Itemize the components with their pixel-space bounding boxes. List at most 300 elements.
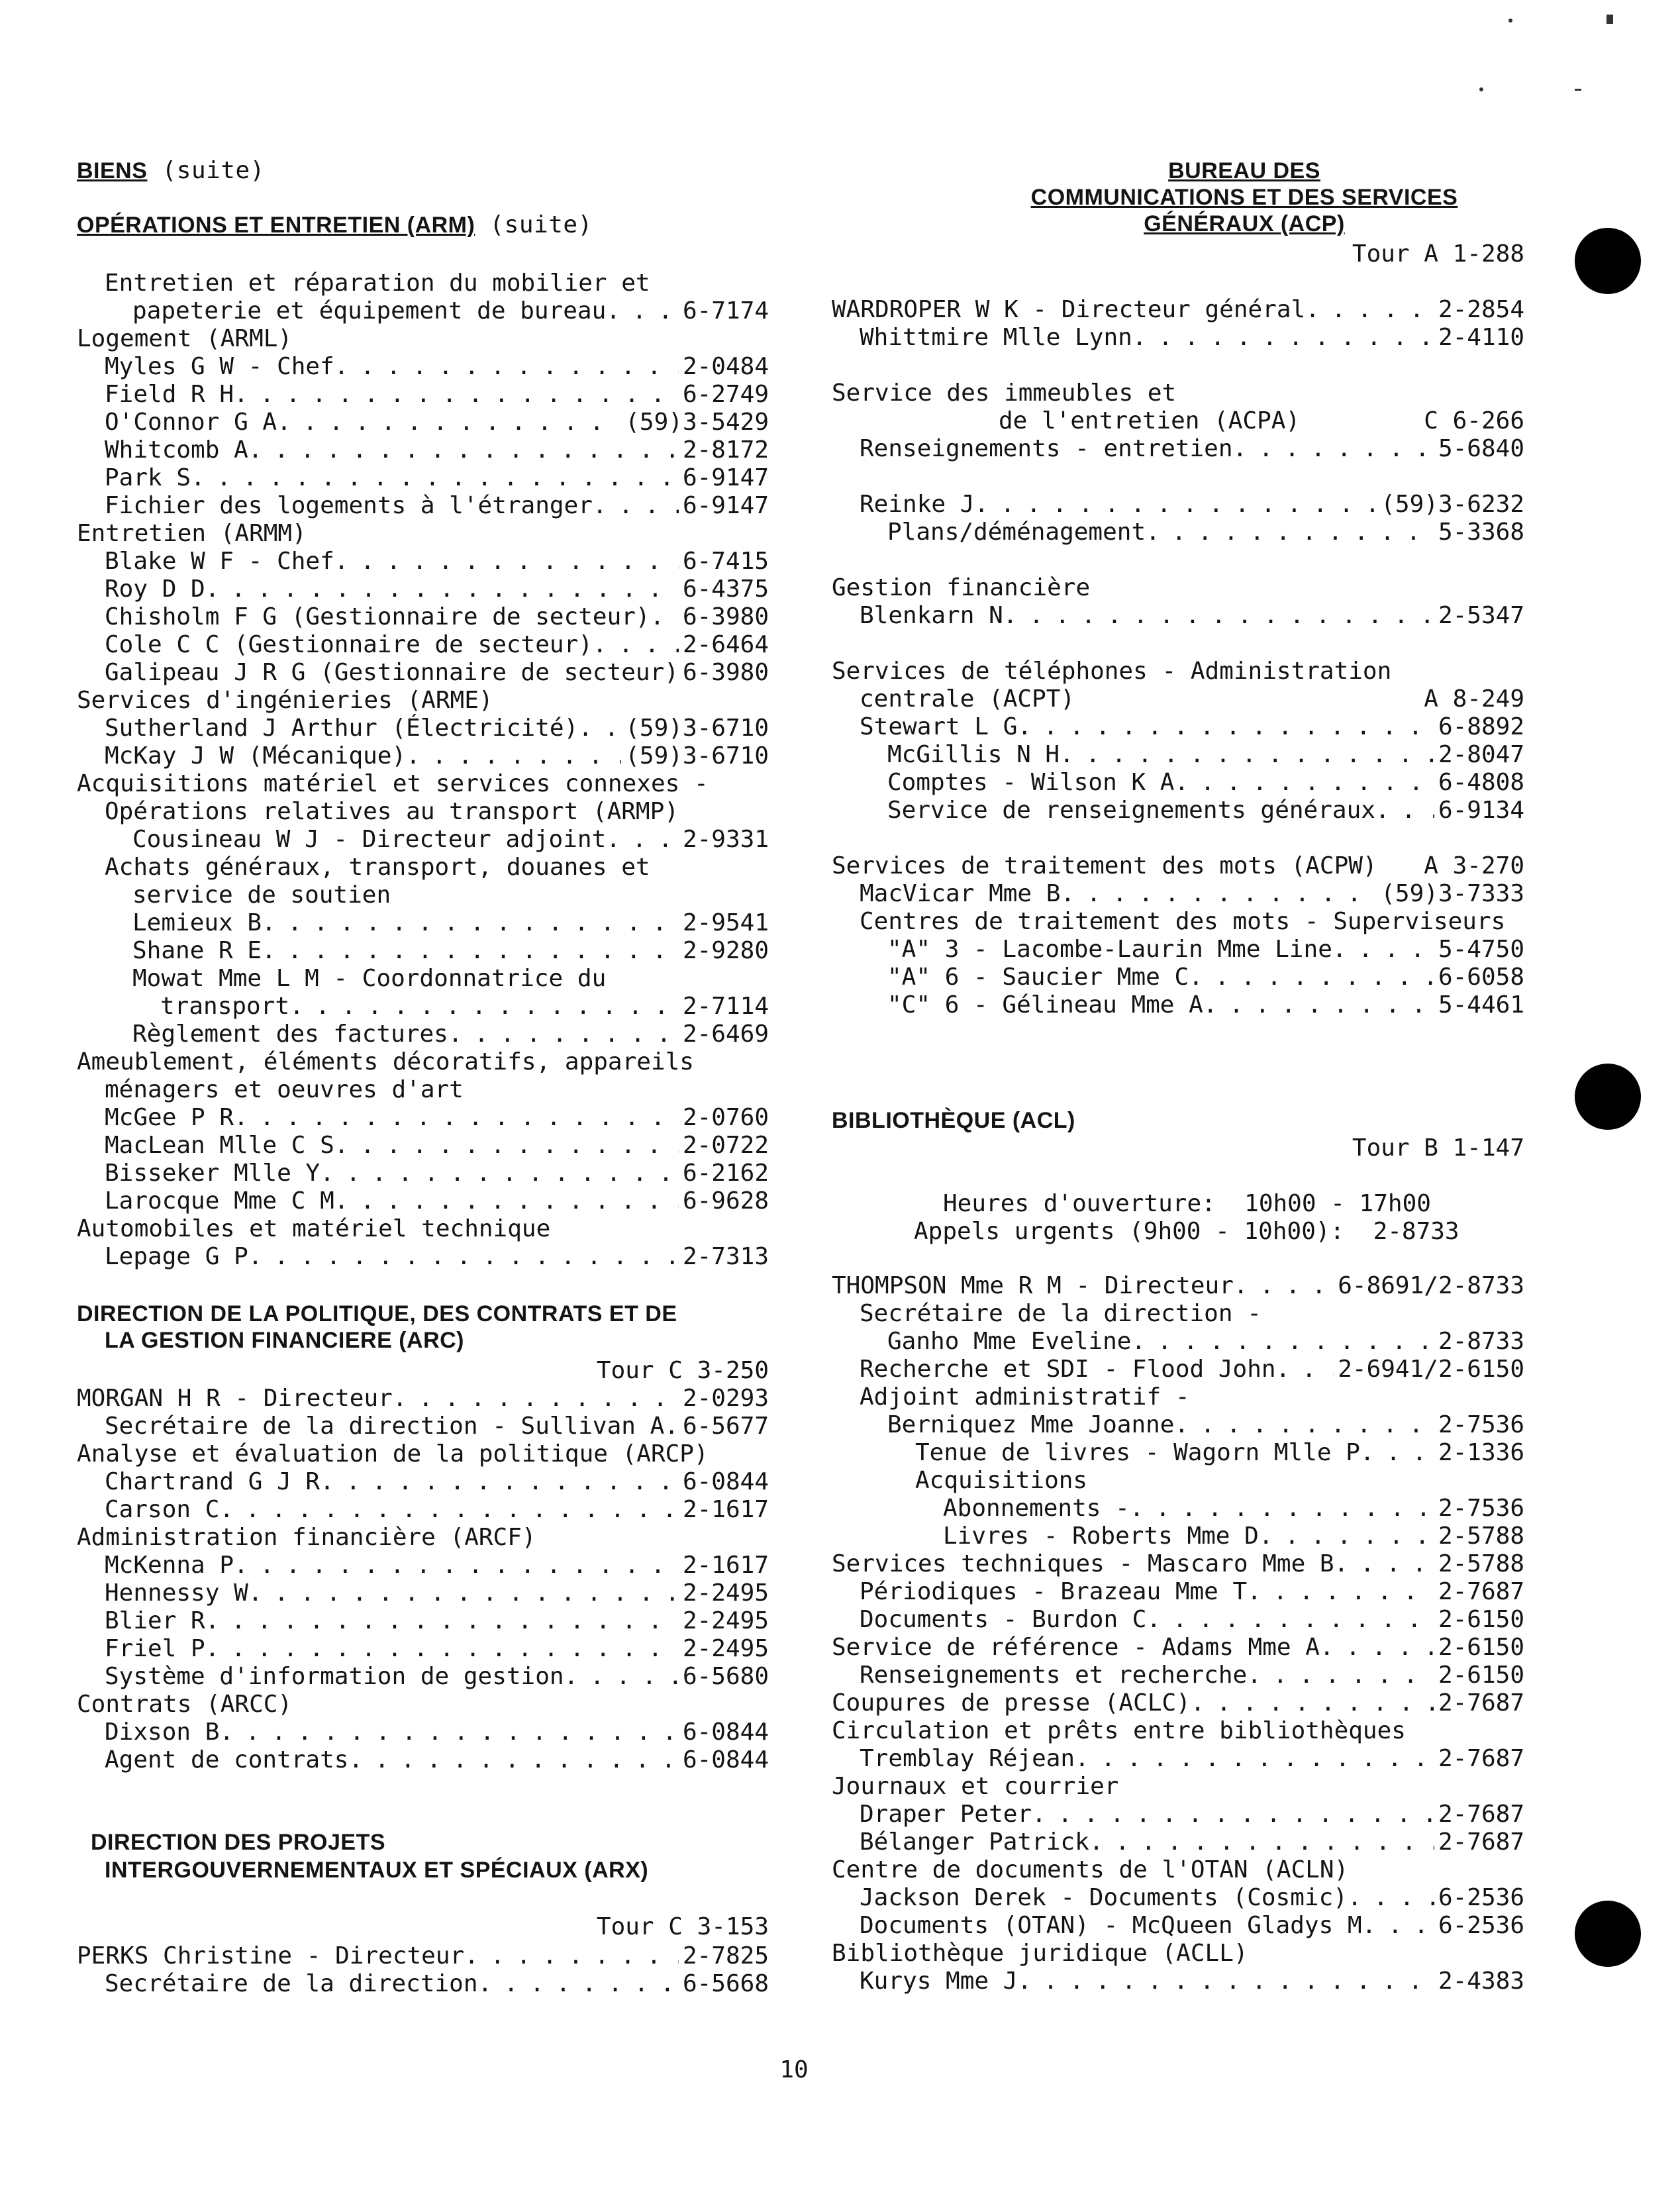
directory-entry xyxy=(77,1468,769,1497)
office-location: Tour C 3-250 xyxy=(596,1357,769,1384)
entry-name: Whittmire Mlle Lynn xyxy=(860,324,1132,351)
entry-phone: 2-0722 xyxy=(682,1132,769,1159)
directory-entry xyxy=(77,630,769,660)
entry-phone: 2-1617 xyxy=(682,1496,769,1523)
entry-name: Comptes - Wilson K A xyxy=(887,769,1175,796)
section-heading: DIRECTION DES PROJETS xyxy=(91,1830,386,1855)
dot-leader xyxy=(1203,991,1434,1020)
entry-name: Documents - Burdon C xyxy=(860,1606,1147,1633)
entry-name: "A" 3 - Lacombe-Laurin Mme Line xyxy=(887,936,1332,963)
entry-name: Documents (OTAN) - McQueen Gladys M xyxy=(860,1912,1362,1939)
heading-title: OPÉRATIONS ET ENTRETIEN (ARM) xyxy=(77,213,475,238)
entry-name: MacLean Mlle C S xyxy=(105,1132,334,1159)
directory-entry xyxy=(832,1661,1524,1690)
entry-phone: 6-2162 xyxy=(682,1160,769,1187)
directory-entry xyxy=(832,1633,1524,1662)
directory-entry xyxy=(832,1438,1524,1468)
entry-phone: (59)3-5429 xyxy=(625,409,769,436)
directory-entry xyxy=(832,1577,1524,1607)
directory-entry xyxy=(832,713,1524,742)
entry-name: de l'entretien (ACPA) xyxy=(999,407,1301,434)
directory-entry xyxy=(832,1272,1524,1301)
entry-name: Chartrand G J R xyxy=(105,1468,321,1495)
dot-leader xyxy=(1032,1800,1434,1829)
entry-label: Administration financière (ARCF) xyxy=(77,1524,536,1551)
heading-suffix: (suite) xyxy=(475,211,593,238)
entry-name: Fichier des logements à l'étranger xyxy=(105,492,593,519)
entry-name: Bélanger Patrick xyxy=(860,1828,1089,1856)
dot-leader xyxy=(664,1412,679,1441)
entry-phone: 2-8047 xyxy=(1438,741,1524,768)
entry-phone: 2-6150 xyxy=(1438,1662,1524,1689)
entry-phone: 6-3980 xyxy=(682,659,769,686)
entry-phone: 5-4750 xyxy=(1438,936,1524,963)
directory-entry xyxy=(832,1883,1524,1913)
entry-label: Automobiles et matériel technique xyxy=(77,1215,551,1242)
dot-leader xyxy=(393,1384,679,1413)
entry-phone: 2-4383 xyxy=(1438,1968,1524,1995)
directory-entry xyxy=(832,434,1524,464)
entry-name: Ganho Mme Eveline xyxy=(887,1328,1132,1355)
dot-leader xyxy=(1017,713,1434,742)
entry-label: Services de téléphones - Administration xyxy=(832,658,1392,685)
dot-leader xyxy=(334,1131,679,1160)
entry-name: Hennessy W xyxy=(105,1579,248,1607)
entry-name: WARDROPER W K - Directeur général xyxy=(832,296,1306,323)
entry-name: Services techniques - Mascaro Mme B xyxy=(832,1550,1334,1577)
office-location: Tour B 1-147 xyxy=(1352,1134,1524,1162)
directory-entry xyxy=(77,408,769,437)
entry-label: service de soutien xyxy=(132,881,391,909)
entry-label: Bibliothèque juridique (ACLL) xyxy=(832,1940,1248,1967)
entry-name: Recherche et SDI - Flood John xyxy=(860,1356,1276,1383)
entry-phone: 2-7536 xyxy=(1438,1495,1524,1522)
heading-title: BIENS xyxy=(77,158,148,183)
directory-entry xyxy=(832,1744,1524,1773)
dot-leader xyxy=(406,742,621,771)
dot-leader xyxy=(1130,1494,1434,1523)
entry-phone: (59)3-6232 xyxy=(1381,491,1524,518)
dot-leader xyxy=(219,1718,679,1747)
section-heading: INTERGOUVERNEMENTAUX ET SPÉCIAUX (ARX) xyxy=(105,1858,649,1883)
entry-name: Friel P xyxy=(105,1635,205,1662)
dot-leader xyxy=(1060,879,1377,909)
entry-phone: (59)3-6710 xyxy=(625,715,769,742)
entry-name: PERKS Christine - Directeur xyxy=(77,1942,465,1970)
directory-entry xyxy=(77,825,769,854)
dot-leader xyxy=(262,936,679,966)
directory-entry xyxy=(832,490,1524,519)
directory-entry xyxy=(832,768,1524,797)
entry-label: Contrats (ARCC) xyxy=(77,1691,293,1718)
dot-leader xyxy=(334,547,679,576)
dot-leader xyxy=(1060,740,1434,770)
entry-name: papeterie et équipement de bureau xyxy=(132,297,607,324)
directory-entry xyxy=(77,1551,769,1580)
entry-phone: 2-8172 xyxy=(682,436,769,464)
dot-leader xyxy=(1174,768,1434,797)
entry-name: Règlement des factures xyxy=(132,1021,448,1048)
dot-leader xyxy=(1320,1633,1434,1662)
directory-entry xyxy=(832,1522,1524,1551)
entry-name: Reinke J xyxy=(860,491,975,518)
directory-entry xyxy=(77,1662,769,1691)
entry-phone: 2-6150 xyxy=(1438,1634,1524,1661)
dot-leader xyxy=(1191,1689,1434,1718)
section-heading xyxy=(77,156,769,185)
entry-phone: 2-2495 xyxy=(682,1579,769,1607)
dot-leader xyxy=(262,909,679,938)
dot-leader xyxy=(1131,1327,1434,1356)
entry-phone: 6-9134 xyxy=(1438,797,1524,824)
dot-leader xyxy=(205,575,679,604)
section-heading: LA GESTION FINANCIERE (ARC) xyxy=(105,1328,465,1353)
entry-label: Mowat Mme L M - Coordonnatrice du xyxy=(132,965,607,992)
dot-leader xyxy=(205,1634,679,1664)
dot-leader xyxy=(1332,935,1434,964)
entry-name: Service de référence - Adams Mme A xyxy=(832,1634,1320,1661)
entry-label: Analyse et évaluation de la politique (ARCP) xyxy=(77,1440,709,1468)
entry-name: Blenkarn N xyxy=(860,602,1003,629)
entry-phone: 2-9331 xyxy=(682,826,769,853)
dot-leader xyxy=(277,408,621,437)
entry-phone: 2-0293 xyxy=(682,1385,769,1412)
heading-title: COMMUNICATIONS ET DES SERVICES xyxy=(1030,185,1458,210)
entry-phone: 6-2536 xyxy=(1438,1884,1524,1911)
dot-leader xyxy=(1348,1883,1434,1913)
dot-leader xyxy=(1189,963,1434,992)
dot-leader xyxy=(1075,1744,1434,1773)
dot-leader xyxy=(1146,1605,1434,1634)
entry-label: Circulation et prêts entre bibliothèques xyxy=(832,1717,1406,1744)
entry-phone: 2-6464 xyxy=(682,631,769,658)
entry-name: "C" 6 - Gélineau Mme A xyxy=(887,991,1203,1019)
dot-leader xyxy=(248,436,679,465)
entry-name: Dixson B xyxy=(105,1719,220,1746)
directory-entry xyxy=(832,1494,1524,1523)
directory-entry xyxy=(77,742,769,771)
entry-name: Abonnements - xyxy=(943,1495,1130,1522)
entry-phone: 2-2495 xyxy=(682,1607,769,1634)
entry-name: centrale (ACPT) xyxy=(860,685,1075,713)
directory-entry xyxy=(832,1327,1524,1356)
dot-leader xyxy=(1247,1661,1434,1690)
section-heading xyxy=(964,156,1524,185)
entry-label: Services d'ingénieries (ARME) xyxy=(77,687,493,714)
section-heading xyxy=(964,183,1524,212)
entry-name: Lemieux B xyxy=(132,909,262,936)
section-heading xyxy=(77,211,769,240)
entry-name: Galipeau J R G (Gestionnaire de secteur) xyxy=(105,659,679,686)
entry-phone: 6-9628 xyxy=(682,1187,769,1215)
directory-entry xyxy=(832,935,1524,964)
entry-name: Chisholm F G (Gestionnaire de secteur) xyxy=(105,603,650,630)
entry-name: Roy D D xyxy=(105,575,205,603)
directory-entry xyxy=(77,380,769,409)
entry-name: Park S xyxy=(105,464,191,491)
directory-entry xyxy=(77,491,769,521)
entry-phone: 6-9147 xyxy=(682,492,769,519)
directory-entry xyxy=(832,407,1524,436)
entry-phone: 6-8691/2-8733 xyxy=(1338,1272,1524,1299)
dot-leader xyxy=(219,1495,679,1524)
dot-leader xyxy=(320,1159,679,1188)
dot-leader xyxy=(564,1662,679,1691)
entry-label: Centres de traitement des mots - Superviseurs xyxy=(860,908,1506,935)
directory-entry xyxy=(77,714,769,743)
dot-leader xyxy=(1234,1272,1334,1301)
directory-entry xyxy=(77,1242,769,1272)
entry-name: Berniquez Mme Joanne xyxy=(887,1411,1175,1438)
entry-name: transport xyxy=(160,993,290,1020)
entry-name: Renseignements - entretien xyxy=(860,435,1233,462)
entry-name: Jackson Derek - Documents (Cosmic) xyxy=(860,1884,1348,1911)
directory-entry xyxy=(832,879,1524,909)
entry-name: "A" 6 - Saucier Mme C xyxy=(887,964,1189,991)
entry-phone: A 8-249 xyxy=(1424,685,1524,713)
entry-name: THOMPSON Mme R M - Directeur xyxy=(832,1272,1234,1299)
entry-name: Blier R xyxy=(105,1607,205,1634)
entry-name: Kurys Mme J xyxy=(860,1968,1018,1995)
entry-name: Cousineau W J - Directeur adjoint xyxy=(132,826,607,853)
entry-phone: 2-5788 xyxy=(1438,1522,1524,1550)
entry-name: Système d'information de gestion xyxy=(105,1663,564,1690)
entry-phone: 2-6469 xyxy=(682,1021,769,1048)
directory-entry xyxy=(832,1967,1524,1996)
directory-entry xyxy=(77,1970,769,1999)
directory-entry xyxy=(832,323,1524,352)
entry-label: Opérations relatives au transport (ARMP) xyxy=(105,798,679,825)
directory-entry xyxy=(77,1103,769,1132)
entry-name: Myles G W - Chef xyxy=(105,353,334,380)
entry-phone: 2-1336 xyxy=(1438,1439,1524,1466)
entry-name: Secrétaire de la direction - Sullivan A xyxy=(105,1413,665,1440)
dot-leader xyxy=(593,630,679,660)
entry-name: Lepage G P xyxy=(105,1243,248,1270)
entry-name: Larocque Mme C M xyxy=(105,1187,334,1215)
entry-phone: 2-0484 xyxy=(682,353,769,380)
dot-leader xyxy=(1017,1967,1434,1996)
entry-name: McGillis N H xyxy=(887,741,1060,768)
entry-phone: C 6-266 xyxy=(1424,407,1524,434)
directory-entry xyxy=(832,685,1524,714)
entry-phone: 2-7687 xyxy=(1438,1689,1524,1717)
dot-leader xyxy=(593,491,679,521)
entry-name: Agent de contrats xyxy=(105,1746,349,1773)
section-heading xyxy=(964,209,1524,238)
entry-phone: 2-8733 xyxy=(1438,1328,1524,1355)
entry-phone: 2-7687 xyxy=(1438,1801,1524,1828)
directory-entry xyxy=(77,1131,769,1160)
dot-leader xyxy=(1360,1438,1434,1468)
urgent-calls: Appels urgents (9h00 - 10h00): 2-8733 xyxy=(914,1218,1459,1245)
entry-name: Blake W F - Chef xyxy=(105,548,334,575)
dot-leader xyxy=(1089,1828,1434,1857)
entry-phone: 6-2536 xyxy=(1438,1912,1524,1939)
directory-entry xyxy=(77,1020,769,1049)
directory-entry xyxy=(832,1800,1524,1829)
entry-phone: 5-4461 xyxy=(1438,991,1524,1019)
entry-label: Entretien (ARMM) xyxy=(77,520,307,547)
entry-phone: 2-1617 xyxy=(682,1552,769,1579)
dot-leader xyxy=(348,1746,678,1775)
entry-label: Service des immeubles et xyxy=(832,379,1177,407)
entry-name: Bisseker Mlle Y xyxy=(105,1160,321,1187)
directory-entry xyxy=(77,547,769,576)
entry-name: McKenna P xyxy=(105,1552,234,1579)
directory-entry xyxy=(832,1355,1524,1384)
directory-entry xyxy=(832,295,1524,324)
entry-label: Achats généraux, transport, douanes et xyxy=(105,854,650,881)
dot-leader xyxy=(1276,1355,1334,1384)
dot-leader xyxy=(1375,796,1434,825)
entry-name: Secrétaire de la direction xyxy=(105,1970,478,1997)
entry-phone: 6-6058 xyxy=(1438,964,1524,991)
entry-label: Centre de documents de l'OTAN (ACLN) xyxy=(832,1856,1349,1883)
entry-phone: 6-4808 xyxy=(1438,769,1524,796)
directory-entry xyxy=(77,1412,769,1441)
directory-entry xyxy=(832,796,1524,825)
directory-entry xyxy=(832,1689,1524,1718)
binder-hole-middle xyxy=(1575,1064,1641,1130)
scan-speck xyxy=(1575,89,1581,91)
heading-suffix: (suite) xyxy=(147,157,265,184)
dot-leader xyxy=(578,714,621,743)
entry-phone: A 3-270 xyxy=(1424,852,1524,879)
entry-name: Stewart L G xyxy=(860,713,1018,740)
heading-title: GÉNÉRAUX (ACP) xyxy=(1144,211,1345,236)
dot-leader xyxy=(464,1942,679,1971)
directory-entry xyxy=(77,436,769,465)
dot-leader xyxy=(1132,323,1434,352)
entry-name: Field R H xyxy=(105,381,234,408)
directory-entry xyxy=(77,1607,769,1636)
dot-leader xyxy=(974,490,1377,519)
directory-entry xyxy=(832,740,1524,770)
office-location: Tour A 1-288 xyxy=(1352,240,1524,268)
entry-phone: 6-5677 xyxy=(682,1413,769,1440)
entry-label: Acquisitions matériel et services connexes - xyxy=(77,770,709,797)
entry-name: MORGAN H R - Directeur xyxy=(77,1385,393,1412)
entry-name: Services de traitement des mots (ACPW) xyxy=(832,852,1377,879)
entry-phone: 2-7687 xyxy=(1438,1745,1524,1772)
directory-entry xyxy=(77,992,769,1021)
entry-phone: 6-2749 xyxy=(682,381,769,408)
binder-hole-bottom xyxy=(1575,1901,1641,1967)
directory-entry xyxy=(77,658,769,687)
entry-phone: 6-7415 xyxy=(682,548,769,575)
dot-leader xyxy=(1233,434,1434,464)
scan-speck xyxy=(1606,15,1613,24)
directory-entry xyxy=(77,1384,769,1413)
dot-leader xyxy=(1003,601,1434,630)
directory-entry xyxy=(77,1579,769,1608)
entry-phone: (59)3-6710 xyxy=(625,742,769,770)
directory-entry xyxy=(77,603,769,632)
entry-name: McKay J W (Mécanique) xyxy=(105,742,407,770)
dot-leader xyxy=(191,464,679,493)
directory-entry xyxy=(77,909,769,938)
entry-label: Logement (ARML) xyxy=(77,325,293,352)
entry-name: Livres - Roberts Mme D xyxy=(943,1522,1259,1550)
entry-phone: 6-4375 xyxy=(682,575,769,603)
dot-leader xyxy=(334,1187,679,1216)
dot-leader xyxy=(650,603,679,632)
entry-name: Plans/déménagement xyxy=(887,519,1146,546)
entry-name: Tenue de livres - Wagorn Mlle P xyxy=(915,1439,1360,1466)
entry-phone: 2-6941/2-6150 xyxy=(1338,1356,1524,1383)
heading-title: BUREAU DES xyxy=(1168,158,1320,183)
page-number: 10 xyxy=(779,2056,809,2083)
entry-label: Secrétaire de la direction - xyxy=(860,1300,1261,1327)
dot-leader xyxy=(334,352,679,381)
directory-entry xyxy=(77,352,769,381)
entry-label: Ameublement, éléments décoratifs, appareils xyxy=(77,1048,694,1075)
entry-phone: 6-5680 xyxy=(682,1663,769,1690)
directory-entry xyxy=(77,936,769,966)
directory-entry xyxy=(77,1942,769,1971)
entry-phone: 2-7687 xyxy=(1438,1578,1524,1605)
entry-name: Carson C xyxy=(105,1496,220,1523)
entry-phone: 2-7536 xyxy=(1438,1411,1524,1438)
opening-hours: Heures d'ouverture: 10h00 - 17h00 xyxy=(943,1190,1431,1217)
directory-entry xyxy=(77,1187,769,1216)
entry-phone: 6-8892 xyxy=(1438,713,1524,740)
entry-label: Adjoint administratif - xyxy=(860,1383,1190,1411)
entry-phone: 2-7313 xyxy=(682,1243,769,1270)
directory-entry xyxy=(832,1911,1524,1940)
entry-name: Sutherland J Arthur (Électricité) xyxy=(105,715,579,742)
entry-label: Gestion financière xyxy=(832,574,1091,601)
entry-phone: 6-9147 xyxy=(682,464,769,491)
section-heading: BIBLIOTHÈQUE (ACL) xyxy=(832,1108,1075,1133)
entry-phone: 2-5788 xyxy=(1438,1550,1524,1577)
directory-entry xyxy=(832,1605,1524,1634)
entry-phone: 5-3368 xyxy=(1438,519,1524,546)
entry-name: McGee P R xyxy=(105,1104,234,1131)
directory-entry xyxy=(77,297,769,326)
dot-leader xyxy=(1174,1411,1434,1440)
binder-hole-top xyxy=(1575,228,1641,294)
entry-phone: 2-9541 xyxy=(682,909,769,936)
entry-name: Périodiques - Brazeau Mme T xyxy=(860,1578,1248,1605)
entry-name: Shane R E xyxy=(132,937,262,964)
dot-leader xyxy=(1334,1550,1434,1579)
entry-phone: 2-2495 xyxy=(682,1635,769,1662)
entry-phone: (59)3-7333 xyxy=(1381,880,1524,907)
section-heading: DIRECTION DE LA POLITIQUE, DES CONTRATS ET DE xyxy=(77,1301,677,1326)
dot-leader xyxy=(320,1468,679,1497)
directory-entry xyxy=(77,1634,769,1664)
dot-leader xyxy=(1259,1522,1434,1551)
directory-entry xyxy=(77,1159,769,1188)
directory-entry xyxy=(832,1828,1524,1857)
directory-entry xyxy=(832,963,1524,992)
dot-leader xyxy=(1305,295,1434,324)
directory-entry xyxy=(832,852,1524,881)
dot-leader xyxy=(234,1103,679,1132)
entry-phone: 2-4110 xyxy=(1438,324,1524,351)
directory-entry xyxy=(832,1550,1524,1579)
entry-phone: 6-7174 xyxy=(682,297,769,324)
directory-entry xyxy=(832,518,1524,547)
dot-leader xyxy=(478,1970,679,1999)
entry-phone: 6-5668 xyxy=(682,1970,769,1997)
directory-entry xyxy=(832,991,1524,1020)
directory-entry xyxy=(77,1746,769,1775)
entry-name: Service de renseignements généraux xyxy=(887,797,1375,824)
entry-label: Entretien et réparation du mobilier et xyxy=(105,270,650,297)
